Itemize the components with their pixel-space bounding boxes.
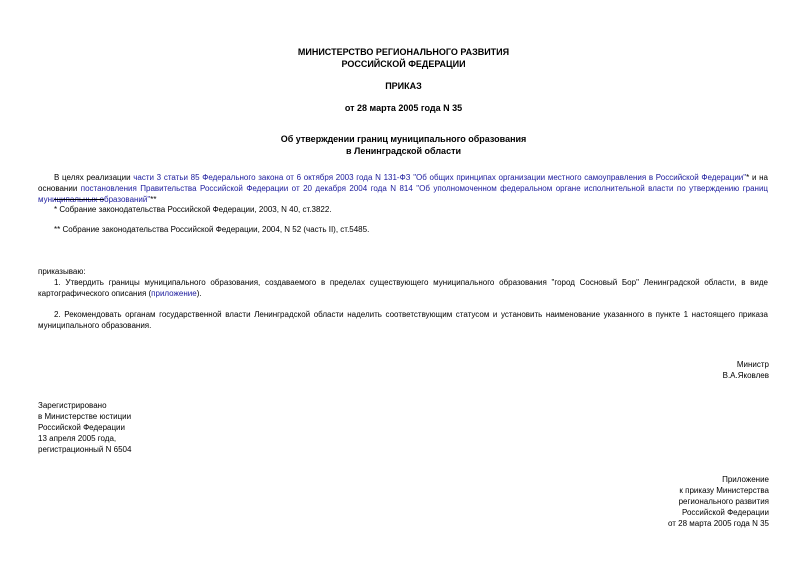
appendix-line: Российской Федерации xyxy=(682,508,769,517)
document-type: ПРИКАЗ xyxy=(385,81,422,91)
government-decree-814-link[interactable]: постановления Правительства Российской Федерации от 20 декабря 2004 года N 814 "Об уполномоченном федеральном органе исполнительной власти по утверждению границ муниципальных образований" xyxy=(38,184,768,204)
footnote-1: * Собрание законодательства Российской Федерации, 2003, N 40, ст.3822. xyxy=(54,205,332,214)
document-title-line2: в Ленинградской области xyxy=(345,146,462,156)
order-word: приказываю: xyxy=(38,267,86,276)
intro-text-end: ** xyxy=(150,195,157,204)
intro-text-middle: * и на основании xyxy=(38,173,768,193)
registration-line: в Министерстве юстиции xyxy=(38,412,132,421)
order-item-1-text: 1. Утвердить границы муниципального образования, создаваемого в пределах существующего муниципального образования "город Сосновый Бор" Ленинградской области, в виде картографического описания ( xyxy=(38,278,768,298)
order-item-2: 2. Рекомендовать органам государственной власти Ленинградской области наделить соответствующим статусом и установить наименование указанного в пункте 1 настоящего приказа муниципального образования. xyxy=(38,310,768,330)
signature-position: Министр xyxy=(736,360,769,369)
registration-line: Российской Федерации xyxy=(38,423,125,432)
appendix-link[interactable]: приложение xyxy=(151,289,197,298)
registration-block xyxy=(38,400,131,455)
registration-line: 13 апреля 2005 года, xyxy=(38,434,117,443)
intro-paragraph xyxy=(38,172,768,205)
document-date-number: от 28 марта 2005 года N 35 xyxy=(344,103,463,113)
appendix-line: регионального развития xyxy=(678,497,769,506)
footnote-separator xyxy=(54,199,104,200)
ministry-name-line1: МИНИСТЕРСТВО РЕГИОНАЛЬНОГО РАЗВИТИЯ xyxy=(297,47,510,57)
order-item-1-end: ). xyxy=(196,289,202,298)
ministry-name-line2: РОССИЙСКОЙ ФЕДЕРАЦИИ xyxy=(341,59,466,69)
appendix-line: Приложение xyxy=(722,475,769,484)
document-title-line1: Об утверждении границ муниципального образования xyxy=(280,134,527,144)
order-item-1 xyxy=(38,277,768,299)
appendix-line: от 28 марта 2005 года N 35 xyxy=(667,519,769,528)
footnote-2: ** Собрание законодательства Российской Федерации, 2004, N 52 (часть II), ст.5485. xyxy=(54,225,370,234)
signature-name: В.А.Яковлев xyxy=(722,371,769,380)
appendix-block xyxy=(668,474,769,529)
registration-line: Зарегистрировано xyxy=(38,401,107,410)
registration-line: регистрационный N 6504 xyxy=(38,445,132,454)
intro-text-start: В целях реализации xyxy=(54,173,134,182)
law-131-fz-link[interactable]: части 3 статьи 85 Федерального закона от 6 октября 2003 года N 131-ФЗ "Об общих принципах организации местного самоуправления в Российской Федерации" xyxy=(133,173,747,182)
appendix-line: к приказу Министерства xyxy=(679,486,769,495)
